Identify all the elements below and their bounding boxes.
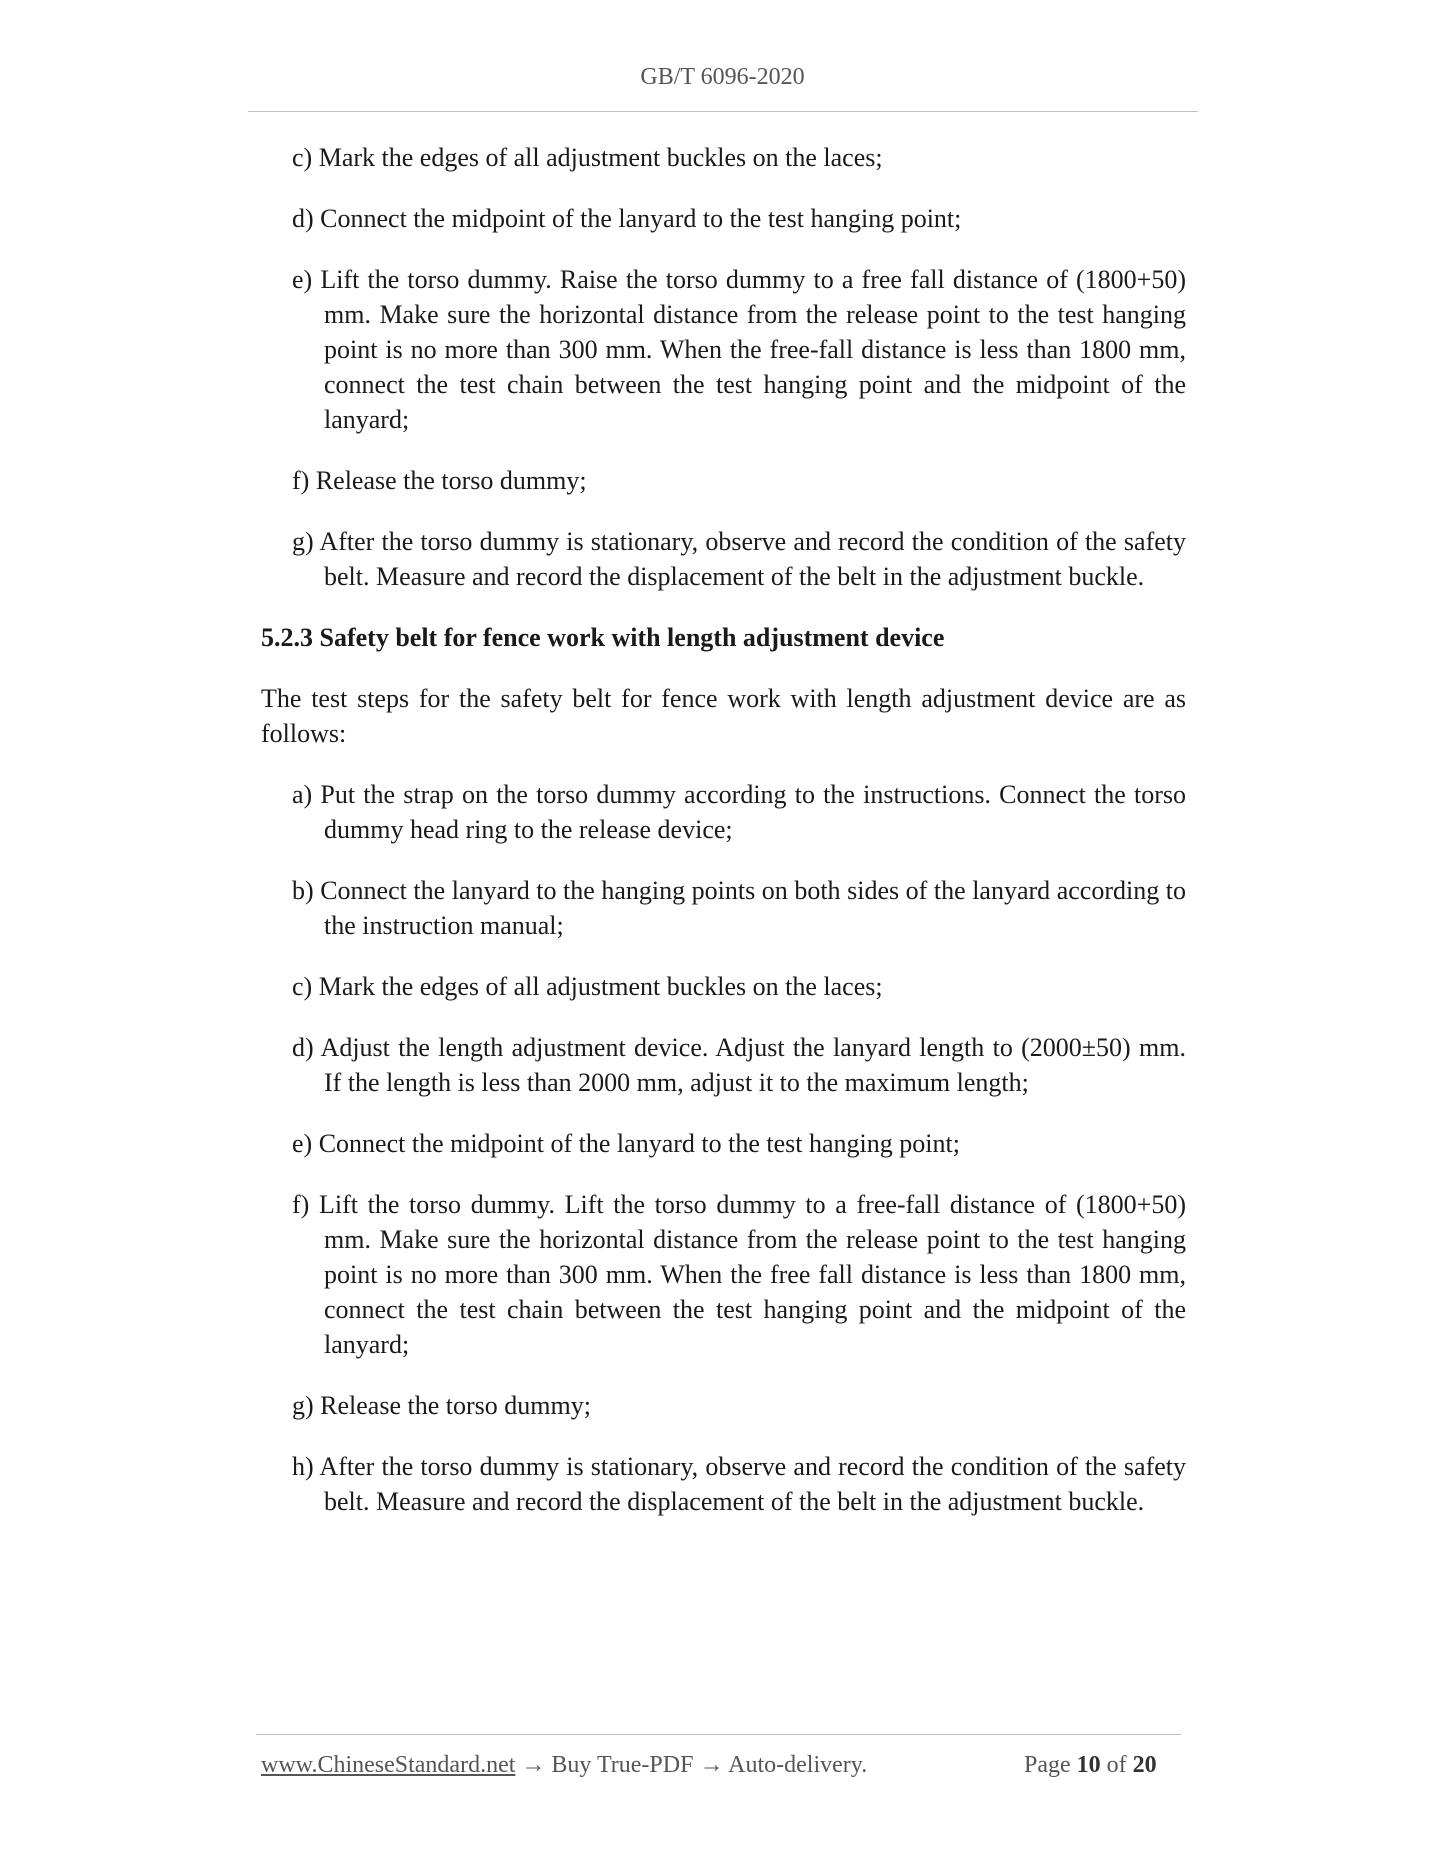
list-item: h) After the torso dummy is stationary, observe and record the condition of the safety belt. Measure and record the displacement of the belt in the adjustment buckle. bbox=[292, 1452, 1186, 1516]
list-item: f) Lift the torso dummy. Lift the torso dummy to a free-fall distance of (1800+50) mm. Make sure the horizontal distance from the release point to the test hanging point is no more than 300 mm. When the free fall distance is less than 1800 mm, connect the test chain between the test hanging point and the midpoint of the lanyard; bbox=[292, 1190, 1186, 1359]
intro-paragraph: The test steps for the safety belt for fence work with length adjustment device are as follows: bbox=[261, 684, 1186, 748]
list-item: g) After the torso dummy is stationary, observe and record the condition of the safety belt. Measure and record the displacement of the belt in the adjustment buckle. bbox=[292, 527, 1186, 591]
list-item: c) Mark the edges of all adjustment buckles on the laces; bbox=[292, 972, 883, 1001]
footer-divider bbox=[256, 1734, 1181, 1735]
list-item: e) Lift the torso dummy. Raise the torso dummy to a free fall distance of (1800+50) mm. Make sure the horizontal distance from the release point to the test hanging point is no more than 300 mm. When the free-fall distance is less than 1800 mm, connect the test chain between the test hanging point and the midpoint of the lanyard; bbox=[292, 265, 1186, 434]
of-label: of bbox=[1106, 1752, 1127, 1778]
document-body bbox=[261, 140, 1186, 1545]
document-id-header: GB/T 6096-2020 bbox=[640, 64, 805, 90]
page-number: 10 bbox=[1076, 1752, 1101, 1778]
arrow-right-icon: → bbox=[521, 1752, 546, 1778]
list-item: f) Release the torso dummy; bbox=[292, 466, 587, 495]
header-divider bbox=[248, 111, 1198, 112]
section-heading: 5.2.3 Safety belt for fence work with length adjustment device bbox=[261, 623, 945, 652]
list-item: d) Connect the midpoint of the lanyard to the test hanging point; bbox=[292, 204, 962, 233]
list-item: a) Put the strap on the torso dummy according to the instructions. Connect the torso dummy head ring to the release device; bbox=[292, 780, 1186, 844]
list-item: e) Connect the midpoint of the lanyard to the test hanging point; bbox=[292, 1129, 960, 1158]
arrow-right-icon: → bbox=[699, 1752, 724, 1778]
delivery-text: Auto-delivery. bbox=[728, 1752, 868, 1778]
list-item: c) Mark the edges of all adjustment buckles on the laces; bbox=[292, 143, 883, 172]
website-link[interactable]: www.ChineseStandard.net bbox=[261, 1752, 516, 1778]
page-label: Page bbox=[1024, 1752, 1071, 1778]
footer-promo bbox=[261, 1752, 867, 1779]
list-item: g) Release the torso dummy; bbox=[292, 1391, 591, 1420]
page-indicator bbox=[1024, 1752, 1157, 1779]
buy-pdf-text: Buy True-PDF bbox=[551, 1752, 694, 1778]
list-item: d) Adjust the length adjustment device. Adjust the lanyard length to (2000±50) mm. If the length is less than 2000 mm, adjust it to the maximum length; bbox=[292, 1033, 1186, 1097]
page-total: 20 bbox=[1132, 1752, 1157, 1778]
list-item: b) Connect the lanyard to the hanging points on both sides of the lanyard according to the instruction manual; bbox=[292, 876, 1186, 940]
